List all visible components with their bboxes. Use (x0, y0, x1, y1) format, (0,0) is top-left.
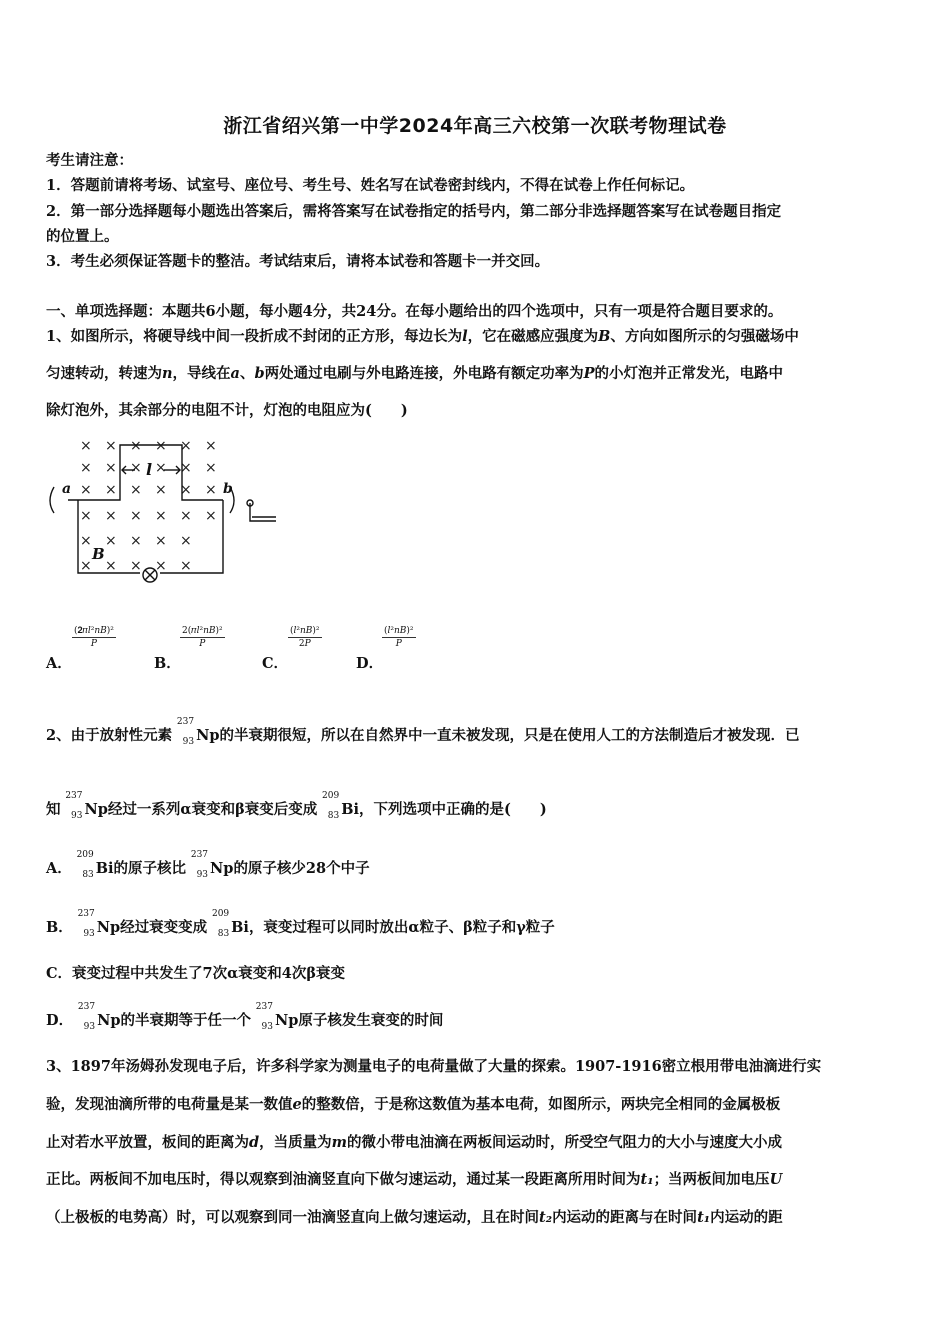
field-cross-icon: × (155, 482, 167, 498)
label-a: a (62, 481, 72, 497)
q2-option-b[interactable]: B． 237 93 Np经过衰变变成 209 83 Bi，衰变过程可以同时放出α粒子、β粒子和γ粒子 (46, 909, 555, 939)
page-title: 浙江省绍兴第一中学2024年高三六校第一次联考物理试卷 (223, 115, 727, 137)
isotope-np: 237 93 (176, 717, 195, 747)
q2-option-c[interactable]: C．衰变过程中共发生了7次α衰变和4次β衰变 (46, 965, 346, 982)
field-cross-icon: × (105, 508, 117, 524)
field-cross-icon: × (80, 482, 92, 498)
isotope-np: 237 93 (65, 791, 83, 821)
label-B: B (92, 545, 105, 563)
field-cross-icon: × (180, 508, 192, 524)
field-cross-icon: × (180, 533, 192, 549)
notice-item: 2．第一部分选择题每小题选出答案后，需将答案写在试卷指定的括号内，第二部分非选择题答案写在试卷题目指定 (46, 203, 782, 220)
field-cross-icon: × (80, 558, 92, 574)
field-cross-icon: × (205, 482, 217, 498)
isotope-bi: 209 83 (211, 909, 230, 939)
field-cross-icon: × (80, 533, 92, 549)
field-cross-icon: × (180, 558, 192, 574)
section-heading: 一、单项选择题：本题共6小题，每小题4分，共24分。在每小题给出的四个选项中，只有一项是符合题目要求的。 (46, 303, 783, 320)
notice-item: 1．答题前请将考场、试室号、座位号、考生号、姓名写在试卷密封线内，不得在试卷上作任何标记。 (46, 177, 695, 194)
brush-a-icon (50, 487, 54, 513)
q1-option-a-label[interactable]: A． (46, 655, 72, 672)
field-cross-icon: × (205, 438, 217, 454)
isotope-np: 237 93 (190, 850, 209, 880)
field-cross-icon: × (80, 508, 92, 524)
field-cross-icon: × (130, 533, 142, 549)
q3-line4: 正比。两板间不加电压时，得以观察到油滴竖直向下做匀速运动，通过某一段距离所用时间为t₁；当两板间加电压U (46, 1171, 783, 1188)
field-cross-icon: × (155, 508, 167, 524)
isotope-np: 237 93 (255, 1002, 273, 1032)
field-cross-icon: × (155, 558, 167, 574)
q2-line2: 知 237 93 Np经过一系列α衰变和β衰变后变成 209 83 Bi，下列选项中正确的是( ) (46, 791, 547, 821)
notice-heading: 考生请注意： (46, 152, 133, 169)
notice-item: 的位置上。 (46, 228, 119, 245)
field-cross-icon: × (205, 508, 217, 524)
isotope-np: 237 93 (77, 909, 95, 939)
q1-option-c-label[interactable]: C． (262, 655, 289, 672)
field-cross-icon: × (155, 460, 167, 476)
q1-line1: 1、如图所示，将硬导线中间一段折成不封闭的正方形，每边长为l，它在磁感应强度为B、方向如图所示的匀强磁场中 (46, 328, 799, 345)
field-cross-icon: × (105, 460, 117, 476)
q3-line2: 验，发现油滴所带的电荷量是某一数值e的整数倍，于是称这数值为基本电荷，如图所示，两块完全相同的金属极板 (46, 1096, 781, 1113)
field-cross-icon: × (130, 508, 142, 524)
field-cross-icon: × (155, 533, 167, 549)
field-cross-icon: × (130, 460, 142, 476)
field-cross-icon: × (130, 438, 142, 454)
field-cross-icon: × (80, 438, 92, 454)
q3-line1: 3、1897年汤姆孙发现电子后，许多科学家为测量电子的电荷量做了大量的探索。1907-1916密立根用带电油滴进行实 (46, 1058, 822, 1075)
notice-item: 3．考生必须保证答题卡的整洁。考试结束后，请将本试卷和答题卡一并交回。 (46, 253, 550, 270)
q1-option-b-formula: 2(𝜋𝑙²𝑛𝐵)² 𝑃 (182, 626, 223, 649)
q1-option-d-label[interactable]: D． (356, 655, 384, 672)
field-cross-icon: × (155, 438, 167, 454)
field-cross-icon: × (105, 533, 117, 549)
isotope-np: 237 93 (77, 1002, 96, 1032)
field-cross-icon: × (180, 460, 192, 476)
field-cross-icon: × (205, 460, 217, 476)
label-b: b (223, 481, 233, 497)
field-cross-icon: × (105, 438, 117, 454)
q1-option-a-formula: (𝟐𝜋𝑙²𝑛𝐵)² 𝑃 (74, 626, 114, 649)
q2-option-d[interactable]: D． 237 93 Np的半衰期等于任一个 237 93 Np原子核发生衰变的时间 (46, 1002, 444, 1032)
field-cross-icon: × (180, 438, 192, 454)
q1-option-b-label[interactable]: B． (154, 655, 181, 672)
field-cross-icon: × (130, 558, 142, 574)
q1-circuit-diagram (40, 425, 290, 590)
field-cross-icon: × (105, 558, 117, 574)
field-cross-icon: × (180, 482, 192, 498)
q1-line3: 除灯泡外，其余部分的电阻不计，灯泡的电阻应为( ) (46, 402, 408, 419)
field-cross-icon: × (105, 482, 117, 498)
q1-option-d-formula: (𝑙²𝑛𝐵)² 𝑃 (384, 626, 414, 649)
isotope-bi: 209 83 (76, 850, 94, 880)
q1-option-c-formula: (𝑙²𝑛𝐵)² 2𝑃 (290, 626, 320, 649)
field-cross-icon: × (130, 482, 142, 498)
q1-line2: 匀速转动，转速为n，导线在a、b两处通过电刷与外电路连接，外电路有额定功率为P的小灯泡并正常发光，电路中 (46, 365, 783, 382)
q3-line3: 止对若水平放置，板间的距离为d，当质量为m的微小带电油滴在两板间运动时，所受空气阻力的大小与速度大小成 (46, 1134, 782, 1151)
isotope-bi: 209 83 (322, 791, 340, 821)
field-cross-icon: × (80, 460, 92, 476)
q3-line5: （上极板的电势高）时，可以观察到同一油滴竖直向上做匀速运动，且在时间t₂内运动的距离与在时间t₁内运动的距 (46, 1209, 783, 1226)
q2-line1: 2、由于放射性元素 237 93 Np的半衰期很短，所以在自然界中一直未被发现，只是在使用人工的方法制造后才被发现．已 (46, 717, 800, 747)
label-l: l (146, 460, 153, 479)
q2-option-a[interactable]: A． 209 83 Bi的原子核比 237 93 Np的原子核少28个中子 (46, 850, 370, 880)
